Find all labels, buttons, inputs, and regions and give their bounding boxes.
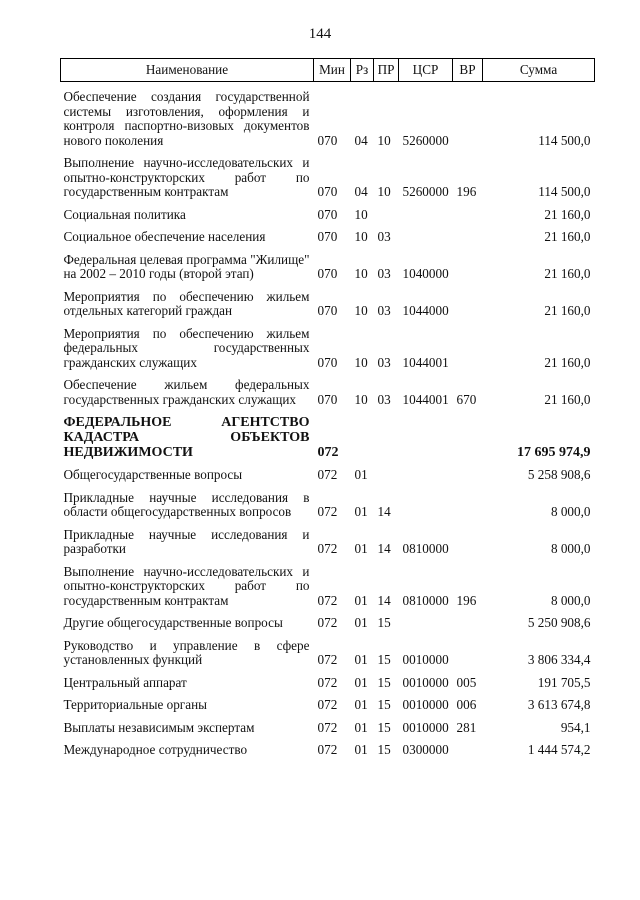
table-row bbox=[61, 378, 595, 407]
row-name: Общегосударственные вопросы bbox=[63, 467, 243, 482]
row-pr bbox=[374, 415, 399, 460]
row-rz: 10 bbox=[354, 206, 368, 222]
row-csr bbox=[399, 230, 453, 245]
row-pr: 14 bbox=[377, 592, 391, 608]
table-row bbox=[61, 290, 595, 319]
row-csr: 1044000 bbox=[402, 303, 449, 318]
row-vr: 006 bbox=[456, 697, 477, 712]
row-min: 072 bbox=[317, 697, 338, 712]
row-rz: 01 bbox=[354, 504, 368, 519]
row-pr: 15 bbox=[377, 742, 391, 757]
row-name: Территориальные органы bbox=[63, 697, 207, 712]
row-pr: 15 bbox=[377, 719, 391, 735]
row-sum: 21 160,0 bbox=[544, 391, 591, 407]
row-pr: 10 bbox=[377, 184, 391, 199]
row-name: Федеральная целевая программа "Жилище" на 2002 – 2010 годы (второй этап) bbox=[63, 251, 310, 281]
row-name: Мероприятия по обеспечению жильем отдельных категорий граждан bbox=[63, 288, 310, 318]
header-sum: Сумма bbox=[483, 59, 595, 82]
row-vr bbox=[453, 743, 483, 758]
row-min: 072 bbox=[317, 467, 338, 482]
row-csr: 1044001 bbox=[402, 391, 449, 407]
row-sum: 5 250 908,6 bbox=[527, 615, 591, 630]
row-sum: 114 500,0 bbox=[538, 132, 591, 148]
row-sum: 3 613 674,8 bbox=[527, 697, 591, 712]
row-vr bbox=[453, 639, 483, 668]
row-sum: 8 000,0 bbox=[550, 592, 591, 608]
row-min: 070 bbox=[317, 229, 338, 244]
row-min: 070 bbox=[317, 266, 338, 281]
row-rz: 01 bbox=[354, 697, 368, 712]
row-pr: 15 bbox=[377, 697, 391, 712]
row-vr: 005 bbox=[456, 674, 477, 690]
row-sum: 191 705,5 bbox=[537, 674, 591, 690]
table-row bbox=[61, 721, 595, 736]
header-rz: Рз bbox=[351, 59, 374, 82]
row-pr: 15 bbox=[377, 615, 391, 630]
row-vr bbox=[453, 616, 483, 631]
row-csr: 1044001 bbox=[402, 354, 449, 370]
row-sum: 21 160,0 bbox=[544, 206, 591, 222]
table-row bbox=[61, 491, 595, 520]
row-vr bbox=[453, 253, 483, 282]
row-pr: 14 bbox=[377, 504, 391, 519]
row-rz: 10 bbox=[354, 354, 368, 370]
row-name: Выплаты независимым экспертам bbox=[63, 719, 255, 735]
row-rz: 01 bbox=[354, 467, 368, 482]
row-name: Прикладные научные исследования в области общегосударственных вопросов bbox=[63, 489, 310, 519]
row-csr: 5260000 bbox=[402, 184, 449, 199]
table-row bbox=[61, 565, 595, 609]
row-min: 072 bbox=[317, 504, 338, 519]
row-pr: 15 bbox=[377, 652, 391, 667]
row-rz: 01 bbox=[354, 541, 368, 556]
row-sum: 21 160,0 bbox=[544, 354, 591, 370]
row-name: Выполнение научно-исследовательских и опытно-конструкторских работ по государственным контрактам bbox=[63, 155, 310, 199]
table-row bbox=[61, 616, 595, 631]
row-rz bbox=[351, 415, 374, 460]
row-rz: 01 bbox=[354, 742, 368, 757]
row-pr: 03 bbox=[377, 266, 391, 281]
row-csr: 0010000 bbox=[402, 674, 449, 690]
row-sum: 17 695 974,9 bbox=[517, 445, 591, 460]
row-pr: 03 bbox=[377, 354, 391, 370]
table-row bbox=[61, 743, 595, 758]
table-row bbox=[61, 327, 595, 371]
row-min: 072 bbox=[317, 652, 338, 667]
row-pr bbox=[374, 208, 399, 223]
table-row bbox=[61, 698, 595, 713]
row-pr: 03 bbox=[377, 229, 391, 244]
row-pr: 03 bbox=[377, 391, 391, 407]
row-rz: 01 bbox=[354, 592, 368, 608]
row-vr: 281 bbox=[456, 719, 477, 735]
page-number: 144 bbox=[308, 26, 332, 42]
budget-table bbox=[60, 58, 595, 758]
row-vr bbox=[453, 491, 483, 520]
row-rz: 01 bbox=[354, 615, 368, 630]
table-row bbox=[61, 90, 595, 148]
header-csr: ЦСР bbox=[399, 59, 453, 82]
row-rz: 10 bbox=[354, 391, 368, 407]
row-sum: 21 160,0 bbox=[544, 303, 591, 318]
row-min: 072 bbox=[317, 592, 338, 608]
row-name: Прикладные научные исследования и разработки bbox=[63, 526, 310, 556]
row-csr: 0010000 bbox=[402, 652, 449, 667]
row-vr: 670 bbox=[456, 391, 477, 407]
row-vr bbox=[453, 290, 483, 319]
row-min: 070 bbox=[317, 303, 338, 318]
row-name: Социальная политика bbox=[63, 206, 186, 222]
table-row bbox=[61, 230, 595, 245]
row-min: 072 bbox=[317, 541, 338, 556]
row-csr bbox=[399, 468, 453, 483]
row-rz: 04 bbox=[354, 132, 368, 148]
row-sum: 1 444 574,2 bbox=[527, 742, 591, 757]
row-min: 072 bbox=[317, 445, 339, 460]
row-vr bbox=[453, 528, 483, 557]
row-name: Социальное обеспечение населения bbox=[63, 229, 266, 244]
table-row bbox=[61, 253, 595, 282]
row-name: Мероприятия по обеспечению жильем федеральных государственных гражданских служащих bbox=[63, 325, 310, 370]
row-name: Другие общегосударственные вопросы bbox=[63, 615, 283, 630]
row-min: 072 bbox=[317, 674, 338, 690]
row-vr bbox=[453, 208, 483, 223]
row-rz: 01 bbox=[354, 719, 368, 735]
row-pr bbox=[374, 468, 399, 483]
row-spacer bbox=[61, 407, 595, 415]
row-vr bbox=[453, 415, 483, 460]
row-sum: 8 000,0 bbox=[550, 541, 591, 556]
row-rz: 10 bbox=[354, 303, 368, 318]
row-csr bbox=[399, 491, 453, 520]
row-rz: 01 bbox=[354, 674, 368, 690]
row-csr: 0010000 bbox=[402, 719, 449, 735]
row-sum: 114 500,0 bbox=[538, 184, 591, 199]
row-sum: 5 258 908,6 bbox=[527, 467, 591, 482]
row-min: 070 bbox=[317, 184, 338, 199]
table-row bbox=[61, 156, 595, 200]
row-name: Обеспечение жильем федеральных государственных гражданских служащих bbox=[63, 377, 310, 407]
row-min: 072 bbox=[317, 615, 338, 630]
row-vr bbox=[453, 230, 483, 245]
row-vr bbox=[453, 90, 483, 148]
row-csr: 1040000 bbox=[402, 266, 449, 281]
row-csr bbox=[399, 415, 453, 460]
row-name: Руководство и управление в сфере установленных функций bbox=[63, 637, 310, 667]
row-name: Центральный аппарат bbox=[63, 674, 187, 690]
row-name: Выполнение научно-исследовательских и опытно-конструкторских работ по государственным контрактам bbox=[63, 563, 310, 608]
row-csr bbox=[399, 616, 453, 631]
row-rz: 10 bbox=[354, 229, 368, 244]
row-csr: 0300000 bbox=[402, 742, 449, 757]
row-sum: 8 000,0 bbox=[550, 504, 591, 519]
row-vr bbox=[453, 327, 483, 371]
row-sum: 21 160,0 bbox=[544, 229, 591, 244]
row-min: 070 bbox=[317, 132, 338, 148]
row-csr: 0810000 bbox=[402, 592, 449, 608]
table-row bbox=[61, 639, 595, 668]
row-sum: 21 160,0 bbox=[544, 266, 591, 281]
row-vr: 196 bbox=[456, 592, 477, 608]
row-rz: 10 bbox=[354, 266, 368, 281]
row-spacer-cell bbox=[61, 407, 595, 415]
header-pr: ПР bbox=[374, 59, 399, 82]
row-vr bbox=[453, 468, 483, 483]
table-row bbox=[61, 528, 595, 557]
table-row bbox=[61, 676, 595, 691]
header-vr: ВР bbox=[453, 59, 483, 82]
row-sum: 3 806 334,4 bbox=[527, 652, 591, 667]
row-pr: 14 bbox=[377, 541, 391, 556]
row-pr: 03 bbox=[377, 303, 391, 318]
row-csr: 0810000 bbox=[402, 541, 449, 556]
header-min: Мин bbox=[314, 59, 351, 82]
row-csr: 0010000 bbox=[402, 697, 449, 712]
table-header-row bbox=[61, 59, 595, 82]
row-rz: 04 bbox=[354, 184, 368, 199]
row-vr: 196 bbox=[456, 184, 477, 199]
row-csr bbox=[399, 208, 453, 223]
row-rz: 01 bbox=[354, 652, 368, 667]
row-pr: 15 bbox=[377, 674, 391, 690]
table-row bbox=[61, 208, 595, 223]
row-csr: 5260000 bbox=[402, 132, 449, 148]
row-name: Международное сотрудничество bbox=[63, 742, 248, 757]
row-min: 070 bbox=[317, 391, 338, 407]
row-name: ФЕДЕРАЛЬНОЕ АГЕНТСТВО КАДАСТРА ОБЪЕКТОВ НЕДВИЖИМОСТИ bbox=[63, 415, 310, 460]
row-sum: 954,1 bbox=[560, 719, 591, 735]
header-name: Наименование bbox=[61, 59, 314, 82]
table-row bbox=[61, 415, 595, 460]
row-min: 072 bbox=[317, 742, 338, 757]
row-min: 072 bbox=[317, 719, 338, 735]
row-pr: 10 bbox=[377, 132, 391, 148]
row-min: 070 bbox=[317, 206, 338, 222]
row-min: 070 bbox=[317, 354, 338, 370]
row-name: Обеспечение создания государственной системы изготовления, оформления и контроля паспортно-визовых документов нового поколения bbox=[63, 89, 310, 148]
table-row bbox=[61, 468, 595, 483]
